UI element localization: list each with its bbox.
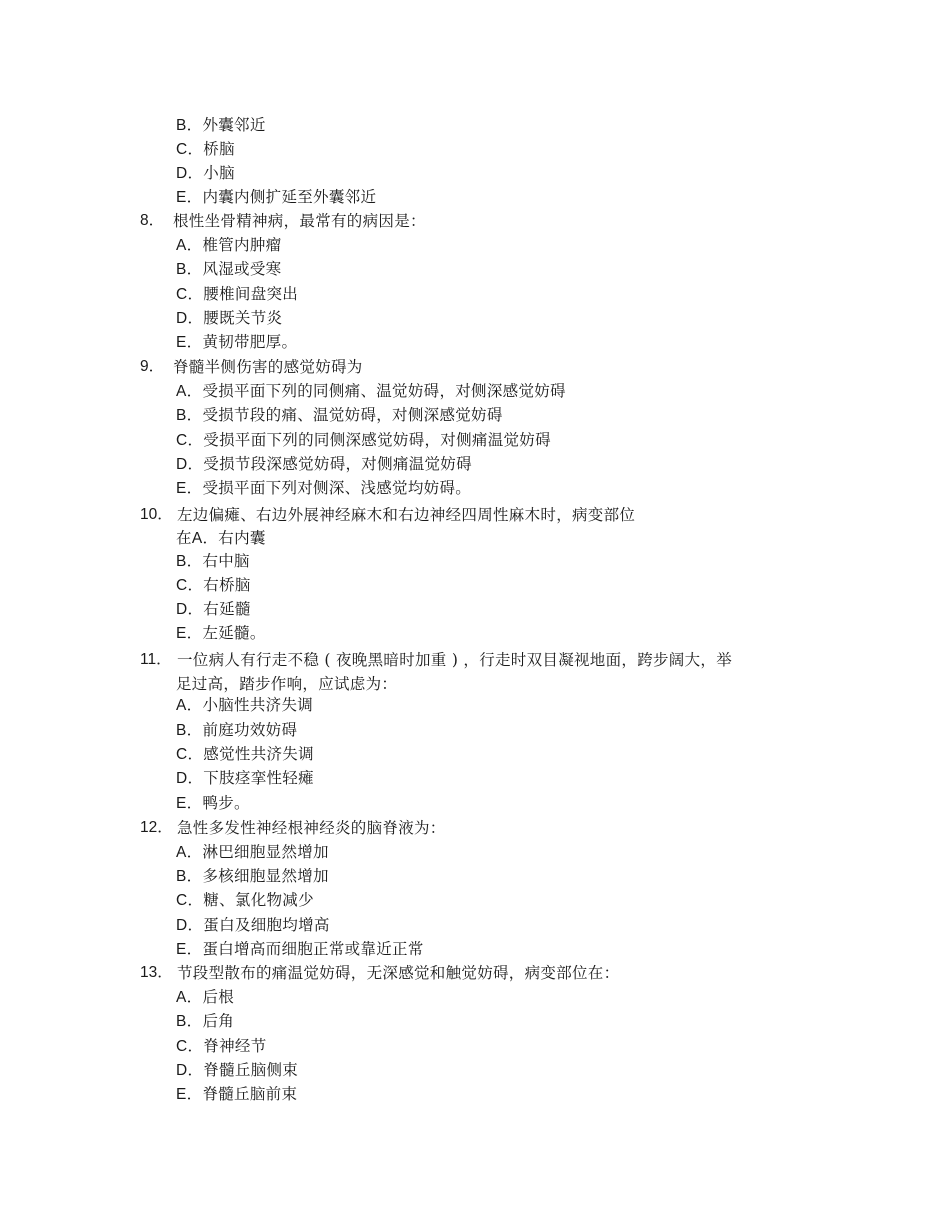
option-item xyxy=(176,308,282,329)
option-item xyxy=(176,915,330,936)
option-text: 腰既关节炎 xyxy=(203,309,283,327)
question-stem: 根性坐骨精神病，最常有的病因是： xyxy=(173,212,426,230)
option-item xyxy=(176,623,266,644)
question-stem: 一位病人有行走不稳 ( 夜晚黑暗时加重 ) ，行走时双目凝视地面，跨步阔大，举 xyxy=(177,651,733,669)
option-letter: B． xyxy=(176,722,203,739)
option-letter: D． xyxy=(176,165,204,182)
option-item xyxy=(176,405,503,426)
option-item xyxy=(176,332,297,353)
option-item xyxy=(176,454,472,475)
option-letter: E． xyxy=(176,795,203,812)
option-letter: C． xyxy=(176,432,204,449)
option-item xyxy=(176,744,314,765)
option-item xyxy=(176,866,329,887)
option-text: 蛋白及细胞均增高 xyxy=(203,916,330,934)
option-item xyxy=(176,987,234,1008)
option-letter: B． xyxy=(176,868,203,885)
option-letter: C． xyxy=(176,577,204,594)
option-letter: D． xyxy=(176,601,204,618)
option-item xyxy=(176,1011,234,1032)
option-text: 右中脑 xyxy=(202,552,250,570)
option-item xyxy=(176,259,281,280)
option-letter: B． xyxy=(176,407,203,424)
option-item xyxy=(176,478,471,499)
option-letter: A． xyxy=(176,697,203,714)
option-letter: B． xyxy=(176,261,203,278)
question-stem: 左边偏瘫、右边外展神经麻木和右边神经四周性麻木时，病变部位 xyxy=(177,506,636,524)
question-stem: 急性多发性神经根神经炎的脑脊液为： xyxy=(177,819,446,837)
option-text: 感觉性共济失调 xyxy=(203,745,314,763)
option-text: 前庭功效妨碍 xyxy=(202,721,298,739)
option-item xyxy=(176,575,251,596)
option-text: 右延髓 xyxy=(203,600,251,618)
option-text: 腰椎间盘突出 xyxy=(203,285,299,303)
question-number: 11． xyxy=(140,651,172,668)
option-item xyxy=(176,235,281,256)
option-letter: A． xyxy=(191,530,219,547)
option-text: 鸭步。 xyxy=(202,794,250,812)
option-letter: D． xyxy=(176,456,204,473)
option-text: 下肢痉挛性轻瘫 xyxy=(203,769,314,787)
option-letter: D． xyxy=(176,917,204,934)
option-item xyxy=(176,528,266,549)
option-text: 淋巴细胞显然增加 xyxy=(202,843,329,861)
option-text: 风湿或受寒 xyxy=(202,260,282,278)
option-text: 后根 xyxy=(202,988,235,1006)
option-text: 受损平面下列的同侧深感觉妨碍，对侧痛温觉妨碍 xyxy=(203,431,551,449)
option-letter: C． xyxy=(176,892,204,909)
option-text: 受损平面下列的同侧痛、温觉妨碍，对侧深感觉妨碍 xyxy=(202,382,566,400)
option-item xyxy=(176,720,297,741)
option-text: 黄韧带肥厚。 xyxy=(202,333,298,351)
option-letter: C． xyxy=(176,1038,204,1055)
option-letter: C． xyxy=(176,141,204,158)
option-item xyxy=(176,939,424,960)
option-text: 外囊邻近 xyxy=(202,116,266,134)
option-text: 受损平面下列对侧深、浅感觉均妨碍。 xyxy=(202,479,472,497)
question-number: 12． xyxy=(140,819,173,836)
option-letter: C． xyxy=(176,746,204,763)
option-item xyxy=(176,890,314,911)
question-number: 10． xyxy=(140,506,173,523)
option-letter: A． xyxy=(176,844,203,861)
option-item xyxy=(176,115,266,136)
option-letter: A． xyxy=(176,989,203,1006)
option-letter: E． xyxy=(176,480,203,497)
option-text: 右内囊 xyxy=(218,529,266,547)
option-letter: B． xyxy=(176,1013,203,1030)
question-stem: 脊髓半侧伤害的感觉妨碍为 xyxy=(173,358,363,376)
option-item xyxy=(176,187,376,208)
option-item xyxy=(176,139,235,160)
option-letter: A． xyxy=(176,237,203,254)
option-letter: E． xyxy=(176,334,203,351)
option-item xyxy=(176,599,251,620)
question-stem-continuation: 足过高，踏步作响，应试虑为： xyxy=(176,675,398,693)
option-text: 桥脑 xyxy=(203,140,235,158)
option-letter: E． xyxy=(176,625,203,642)
option-text: 多核细胞显然增加 xyxy=(202,867,329,885)
option-letter: A． xyxy=(176,383,203,400)
option-letter: D． xyxy=(176,310,204,327)
option-item xyxy=(176,163,235,184)
option-text: 受损节段深感觉妨碍，对侧痛温觉妨碍 xyxy=(203,455,472,473)
question-number: 8． xyxy=(140,212,165,229)
option-item xyxy=(176,1036,267,1057)
option-item xyxy=(176,551,250,572)
option-text: 糖、氯化物减少 xyxy=(203,891,314,909)
option-item xyxy=(176,842,329,863)
option-letter: B． xyxy=(176,553,203,570)
question-number: 13． xyxy=(140,964,173,981)
option-letter: E． xyxy=(176,189,203,206)
option-item xyxy=(176,793,250,814)
option-text: 小脑性共济失调 xyxy=(202,696,314,714)
option-item xyxy=(176,1084,297,1105)
option-text: 脊髓丘脑侧束 xyxy=(203,1061,299,1079)
option-letter: E． xyxy=(176,1086,203,1103)
option-letter: C． xyxy=(176,286,204,303)
option-item xyxy=(176,768,314,789)
option-text: 内囊内侧扩延至外囊邻近 xyxy=(202,188,377,206)
option-text: 脊神经节 xyxy=(203,1037,267,1055)
option-letter: D． xyxy=(176,770,204,787)
option-text: 脊髓丘脑前束 xyxy=(202,1085,298,1103)
option-letter: D． xyxy=(176,1062,204,1079)
option-text: 左延髓。 xyxy=(202,624,266,642)
option-item xyxy=(176,1060,298,1081)
question-stem: 节段型散布的痛温觉妨碍，无深感觉和触觉妨碍，病变部位在： xyxy=(177,964,620,982)
option-text: 受损节段的痛、温觉妨碍，对侧深感觉妨碍 xyxy=(202,406,503,424)
option-text: 小脑 xyxy=(203,164,235,182)
option-item xyxy=(176,381,566,402)
option-letter: E． xyxy=(176,941,203,958)
option-text: 后角 xyxy=(202,1012,235,1030)
option-item xyxy=(176,430,551,451)
question-stem-continuation: 在 xyxy=(176,529,192,547)
option-text: 右桥脑 xyxy=(203,576,251,594)
option-letter: B． xyxy=(176,117,203,134)
question-number: 9． xyxy=(140,358,165,375)
option-item xyxy=(176,284,298,305)
option-text: 椎管内肿瘤 xyxy=(202,236,282,254)
option-item xyxy=(176,695,313,716)
option-text: 蛋白增高而细胞正常或靠近正常 xyxy=(202,940,424,958)
